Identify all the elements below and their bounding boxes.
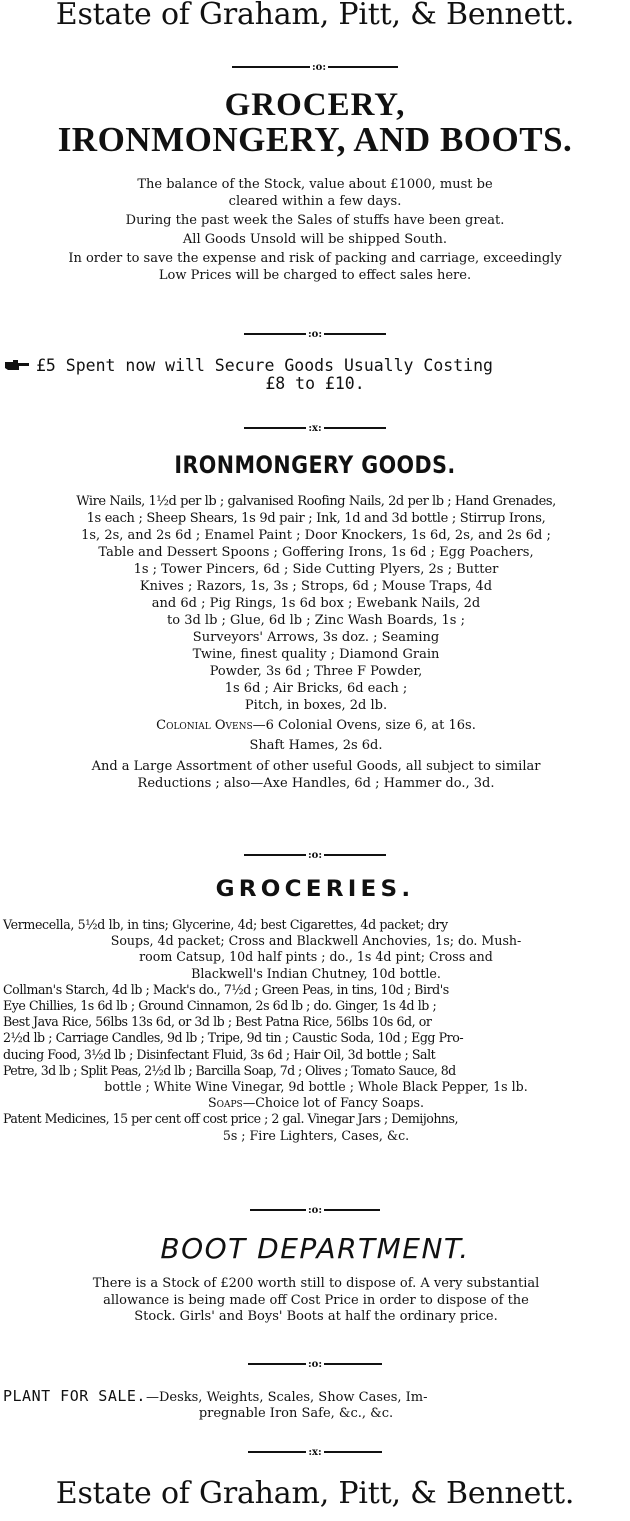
soaps-line [3, 1095, 629, 1111]
ironmongery-line: 1s each ; Sheep Shears, 1s 9d pair ; Ink, 1d and 3d bottle ; Stirrup Irons, [86, 511, 546, 526]
ironmongery-line: Powder, 3s 6d ; Three F Powder, [209, 664, 423, 679]
shaft-hames-line: Shaft Hames, 2s 6d. [249, 738, 383, 753]
boots-line: Stock. Girls' and Boys' Boots at half the ordinary price. [134, 1309, 498, 1324]
boots-line: allowance is being made off Cost Price in order to dispose of the [103, 1292, 529, 1308]
header-title: Estate of Graham, Pitt, & Bennett. [55, 0, 575, 32]
separator: :x: [0, 419, 630, 437]
ironmongery-line: Knives ; Razors, 1s, 3s ; Strops, 6d ; Mouse Traps, 4d [139, 579, 493, 594]
plant-lead: PLANT FOR SALE. [3, 1387, 146, 1405]
ironmongery-closing-2: Reductions ; also—Axe Handles, 6d ; Hammer do., 3d. [137, 776, 495, 791]
ironmongery-line: Surveyors' Arrows, 3s doz. ; Seaming [192, 630, 440, 645]
ironmongery-line: Twine, finest quality ; Diamond Grain [192, 647, 440, 662]
pointing-hand-icon [4, 358, 30, 372]
ironmongery-line: Wire Nails, 1½d per lb ; galvanised Roofing Nails, 2d per lb ; Hand Grenades, [76, 494, 556, 509]
footer-title: Estate of Graham, Pitt, & Bennett. [55, 1476, 575, 1511]
separator: :o: [0, 1355, 630, 1373]
ironmongery-line: to 3d lb ; Glue, 6d lb ; Zinc Wash Boards, 1s ; [167, 613, 465, 628]
groceries-line: Eye Chillies, 1s 6d lb ; Ground Cinnamon, 2s 6d lb ; do. Ginger, 1s 4d lb ; [3, 998, 437, 1014]
ironmongery-line: 1s ; Tower Pincers, 6d ; Side Cutting Plyers, 2s ; Butter [133, 562, 499, 577]
offer-line-2: £8 to £10. [265, 374, 365, 393]
plant-text-2: pregnable Iron Safe, &c., &c. [198, 1406, 394, 1421]
headline-ironmongery-boots: IRONMONGERY, AND BOOTS. [57, 120, 573, 159]
patent-line-1: Patent Medicines, 15 per cent off cost price ; 2 gal. Vinegar Jars ; Demijohns, [3, 1111, 459, 1127]
ironmongery-line: and 6d ; Pig Rings, 1s 6d box ; Ewebank Nails, 2d [151, 596, 481, 611]
colonial-ovens-line [4, 717, 628, 734]
ironmongery-list [4, 493, 628, 792]
intro-text [0, 176, 630, 284]
groceries-line: Best Java Rice, 56lbs 13s 6d, or 3d lb ; Best Patna Rice, 56lbs 10s 6d, or [3, 1014, 432, 1030]
boots-text [3, 1276, 629, 1326]
plant-for-sale [3, 1388, 629, 1422]
intro-line: All Goods Unsold will be shipped South. [182, 232, 448, 247]
ironmongery-line: Table and Dessert Spoons ; Goffering Irons, 1s 6d ; Egg Poachers, [98, 545, 534, 560]
groceries-line: Collman's Starch, 4d lb ; Mack's do., 7½d ; Green Peas, in tins, 10d ; Bird's [3, 981, 449, 997]
boots-line: There is a Stock of £200 worth still to dispose of. A very substantial [92, 1276, 540, 1291]
groceries-line: 2½d lb ; Carriage Candles, 9d lb ; Tripe, 9d tin ; Caustic Soda, 10d ; Egg Pro- [3, 1030, 464, 1046]
boot-department-heading: BOOT DEPARTMENT. [160, 1232, 470, 1265]
ironmongery-line: 1s, 2s, and 2s 6d ; Enamel Paint ; Door Knockers, 1s 6d, 2s, and 2s 6d ; [81, 528, 551, 543]
intro-line: The balance of the Stock, value about £1000, must be [137, 177, 493, 192]
groceries-line: room Catsup, 10d half pints ; do., 1s 4d pint; Cross and [139, 949, 493, 965]
groceries-line: Petre, 3d lb ; Split Peas, 2½d lb ; Barcilla Soap, 7d ; Olives ; Tomato Sauce, 8d [3, 1062, 456, 1078]
intro-line: In order to save the expense and risk of packing and carriage, exceedingly [68, 251, 562, 266]
intro-line: During the past week the Sales of stuffs have been great. [125, 213, 505, 228]
separator: :o: [0, 58, 630, 76]
colonial-ovens-label: Colonial Ovens [156, 718, 253, 733]
colonial-ovens-text: —6 Colonial Ovens, size 6, at 16s. [252, 718, 476, 733]
groceries-line: Blackwell's Indian Chutney, 10d bottle. [191, 965, 441, 981]
ironmongery-closing-1: And a Large Assortment of other useful Goods, all subject to similar [91, 759, 541, 774]
ironmongery-line: Pitch, in boxes, 2d lb. [244, 698, 388, 713]
groceries-line: Vermecella, 5½d lb, in tins; Glycerine, 4d; best Cigarettes, 4d packet; dry [3, 917, 448, 932]
plant-text-1: —Desks, Weights, Scales, Show Cases, Im- [145, 1390, 428, 1405]
separator: :o: [0, 325, 630, 343]
separator: :o: [0, 1201, 630, 1219]
ironmongery-heading: IRONMONGERY GOODS. [174, 451, 456, 479]
separator: :o: [0, 846, 630, 864]
offer-line-1: £5 Spent now will Secure Goods Usually Costing [36, 356, 493, 375]
groceries-list [3, 917, 629, 1144]
separator: :x: [0, 1443, 630, 1461]
intro-line: Low Prices will be charged to effect sales here. [158, 268, 472, 283]
groceries-line: ducing Food, 3½d lb ; Disinfectant Fluid, 3s 6d ; Hair Oil, 3d bottle ; Salt [3, 1046, 436, 1062]
headline-grocery: GROCERY, [224, 87, 406, 123]
soaps-label: Soaps [207, 1095, 243, 1111]
intro-line: cleared within a few days. [228, 194, 402, 209]
offer-line [0, 357, 630, 375]
groceries-heading: GROCERIES. [215, 877, 415, 902]
groceries-line: Soups, 4d packet; Cross and Blackwell Anchovies, 1s; do. Mush- [110, 933, 522, 949]
patent-line-2: 5s ; Fire Lighters, Cases, &c. [222, 1127, 410, 1143]
groceries-line: bottle ; White Wine Vinegar, 9d bottle ; Whole Black Pepper, 1s lb. [104, 1079, 528, 1095]
soaps-text: —Choice lot of Fancy Soaps. [242, 1095, 425, 1111]
ironmongery-line: 1s 6d ; Air Bricks, 6d each ; [224, 681, 408, 696]
